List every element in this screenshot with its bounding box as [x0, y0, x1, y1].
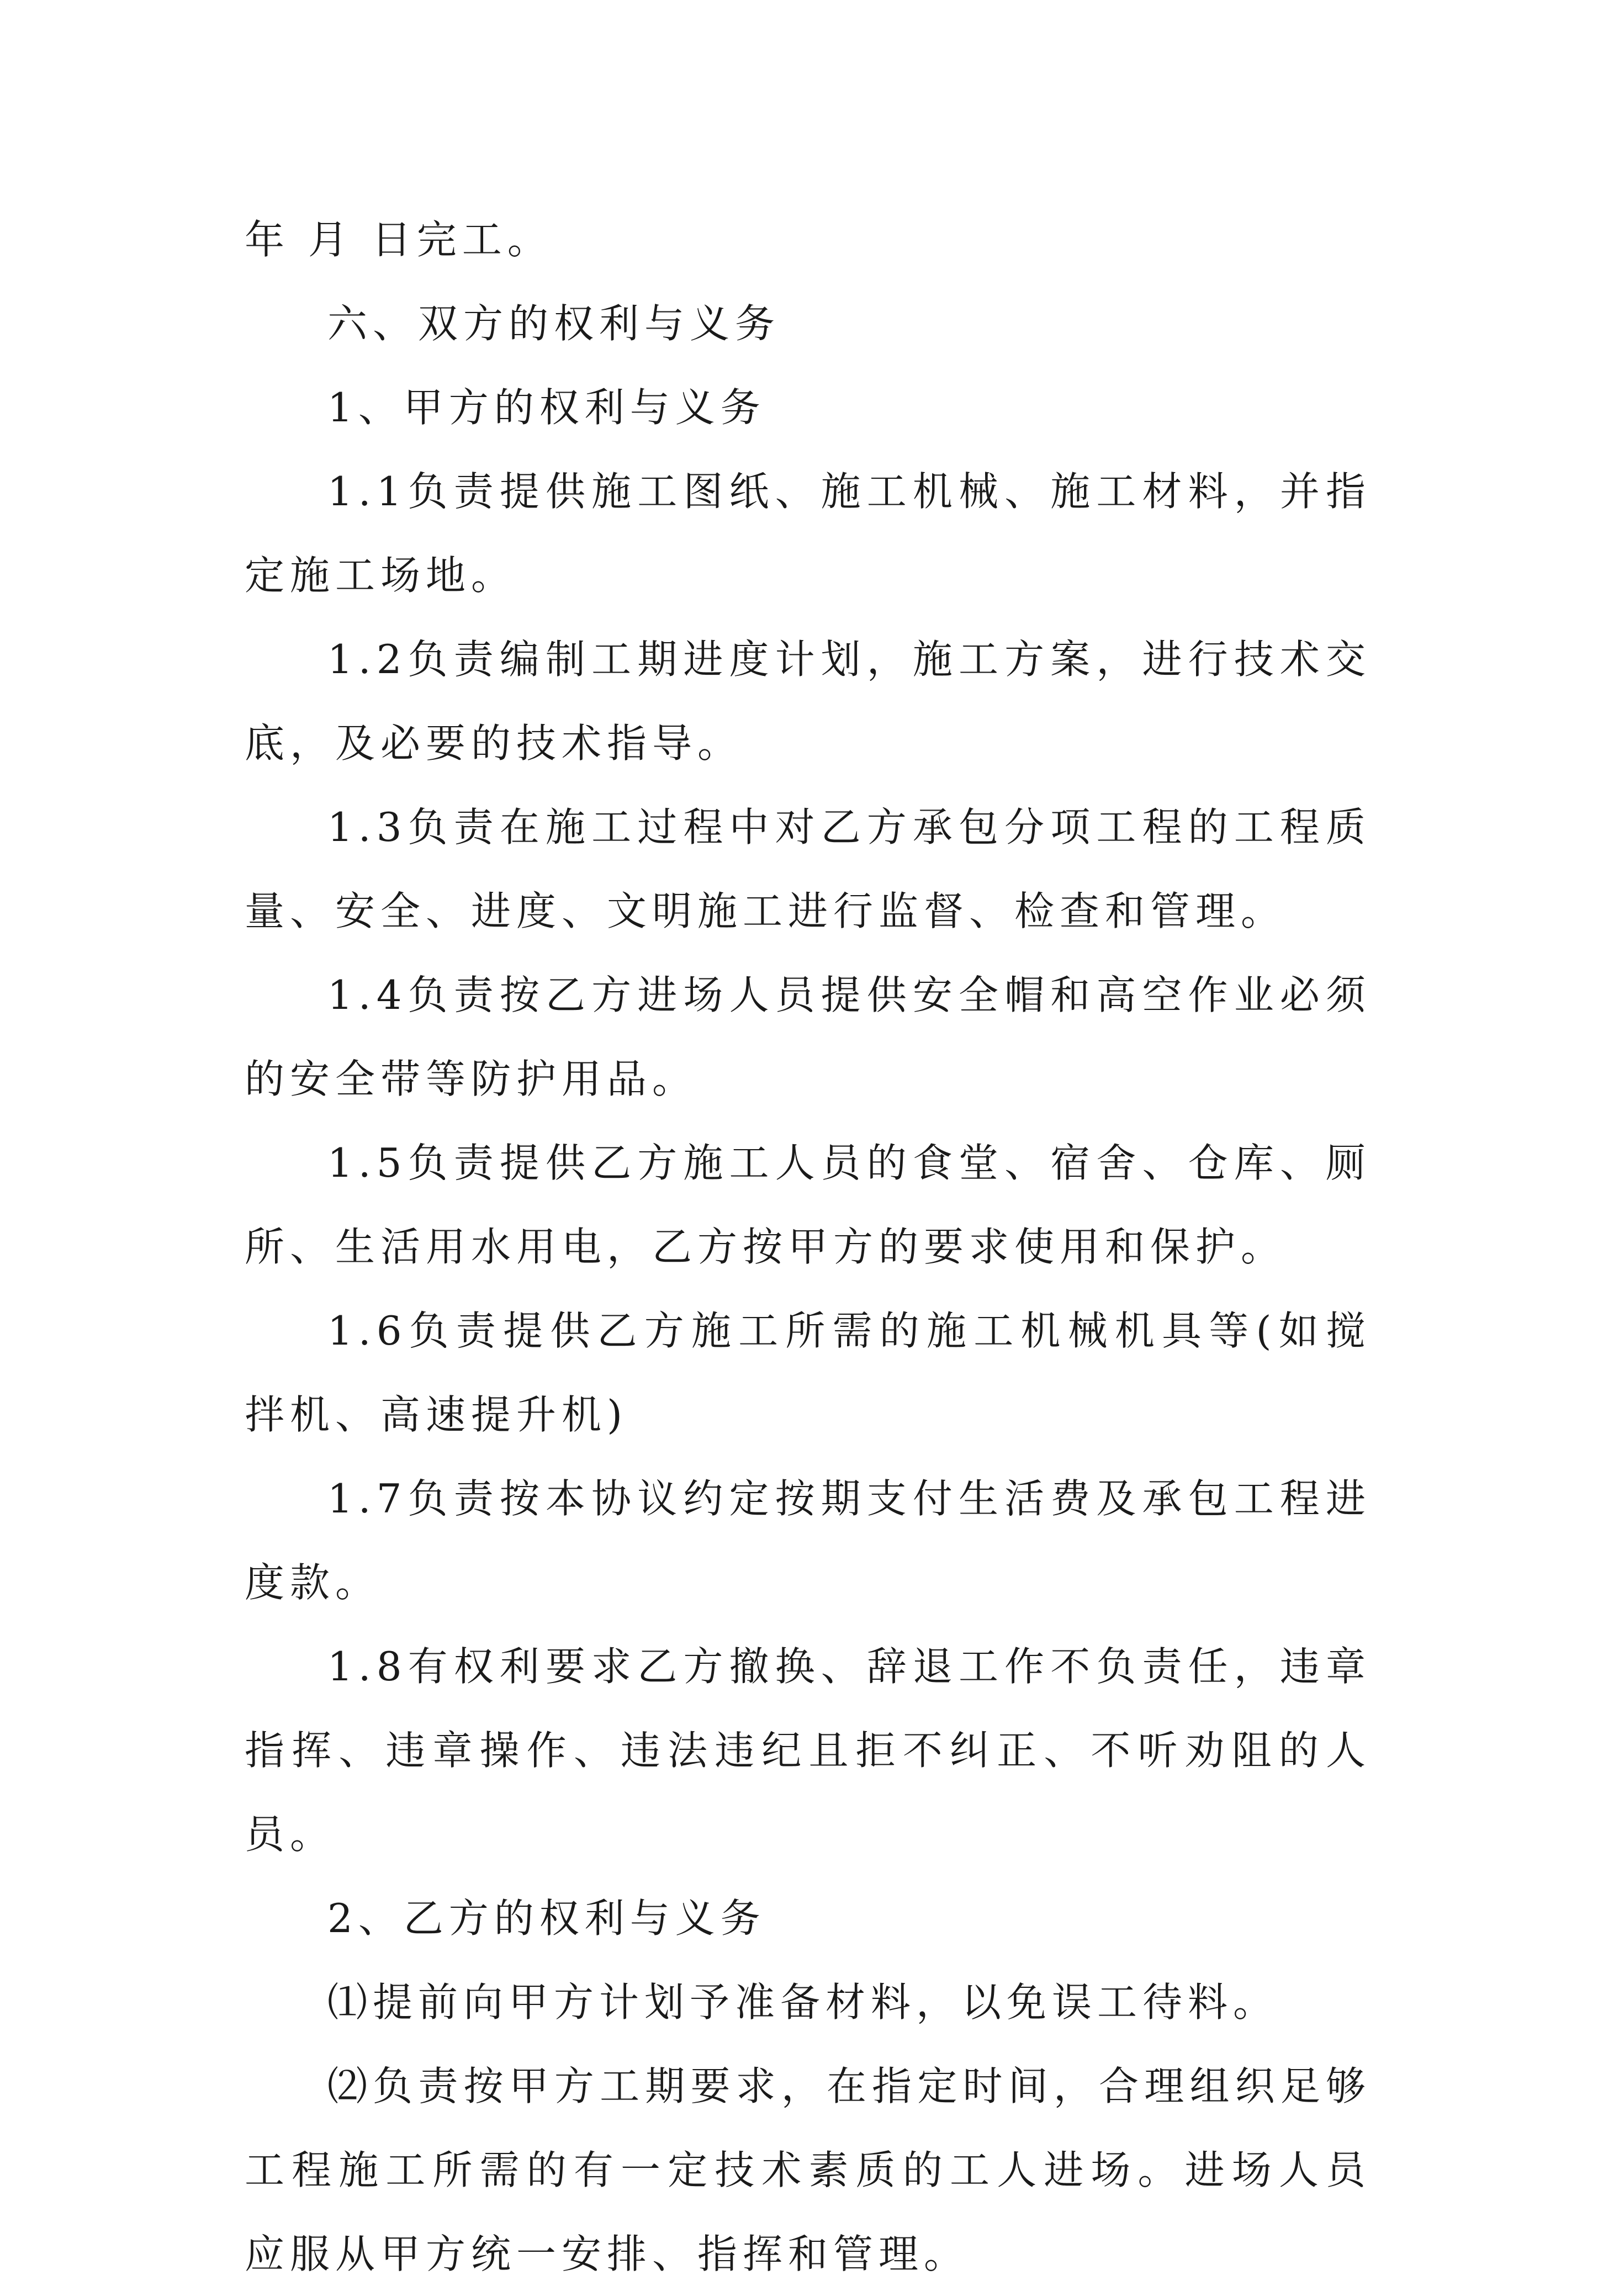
clause-1-6: 1.6负责提供乙方施工所需的施工机械机具等(如搅拌机、高速提升机) [245, 1308, 1371, 1438]
document-body [245, 198, 1371, 2296]
clause-1-2: 1.2负责编制工期进度计划，施工方案，进行技术交底，及必要的技术指导。 [245, 636, 1371, 766]
clause-1-5: 1.5负责提供乙方施工人员的食堂、宿舍、仓库、厕所、生活用水用电，乙方按甲方的要求使用和保护。 [245, 1140, 1371, 1270]
clause-1-1: 1.1负责提供施工图纸、施工机械、施工材料，并指定施工场地。 [245, 468, 1371, 599]
clause-2-1: ⑴提前向甲方计划予准备材料，以免误工待料。 [327, 1979, 1279, 2025]
clause-1-7: 1.7负责按本协议约定按期支付生活费及承包工程进度款。 [245, 1475, 1371, 1606]
heading-party-a-rights: 1、甲方的权利与义务 [327, 384, 766, 431]
heading-party-b-rights: 2、乙方的权利与义务 [327, 1895, 766, 1941]
clause-2-2: ⑵负责按甲方工期要求，在指定时间，合理组织足够工程施工所需的有一定技术素质的工人进场。进场人员应服从甲方统一安排、指挥和管理。 [245, 2063, 1371, 2277]
heading-section-6: 六、双方的权利与义务 [327, 300, 781, 347]
clause-1-3: 1.3负责在施工过程中对乙方承包分项工程的工程质量、安全、进度、文明施工进行监督、检查和管理。 [245, 804, 1371, 934]
paragraph-completion-date: 年 月 日完工。 [245, 216, 553, 263]
clause-1-8: 1.8有权利要求乙方撤换、辞退工作不负责任，违章指挥、违章操作、违法违纪且拒不纠正、不听劝阻的人员。 [245, 1643, 1371, 1858]
clause-1-4: 1.4负责按乙方进场人员提供安全帽和高空作业必须的安全带等防护用品。 [245, 972, 1371, 1102]
